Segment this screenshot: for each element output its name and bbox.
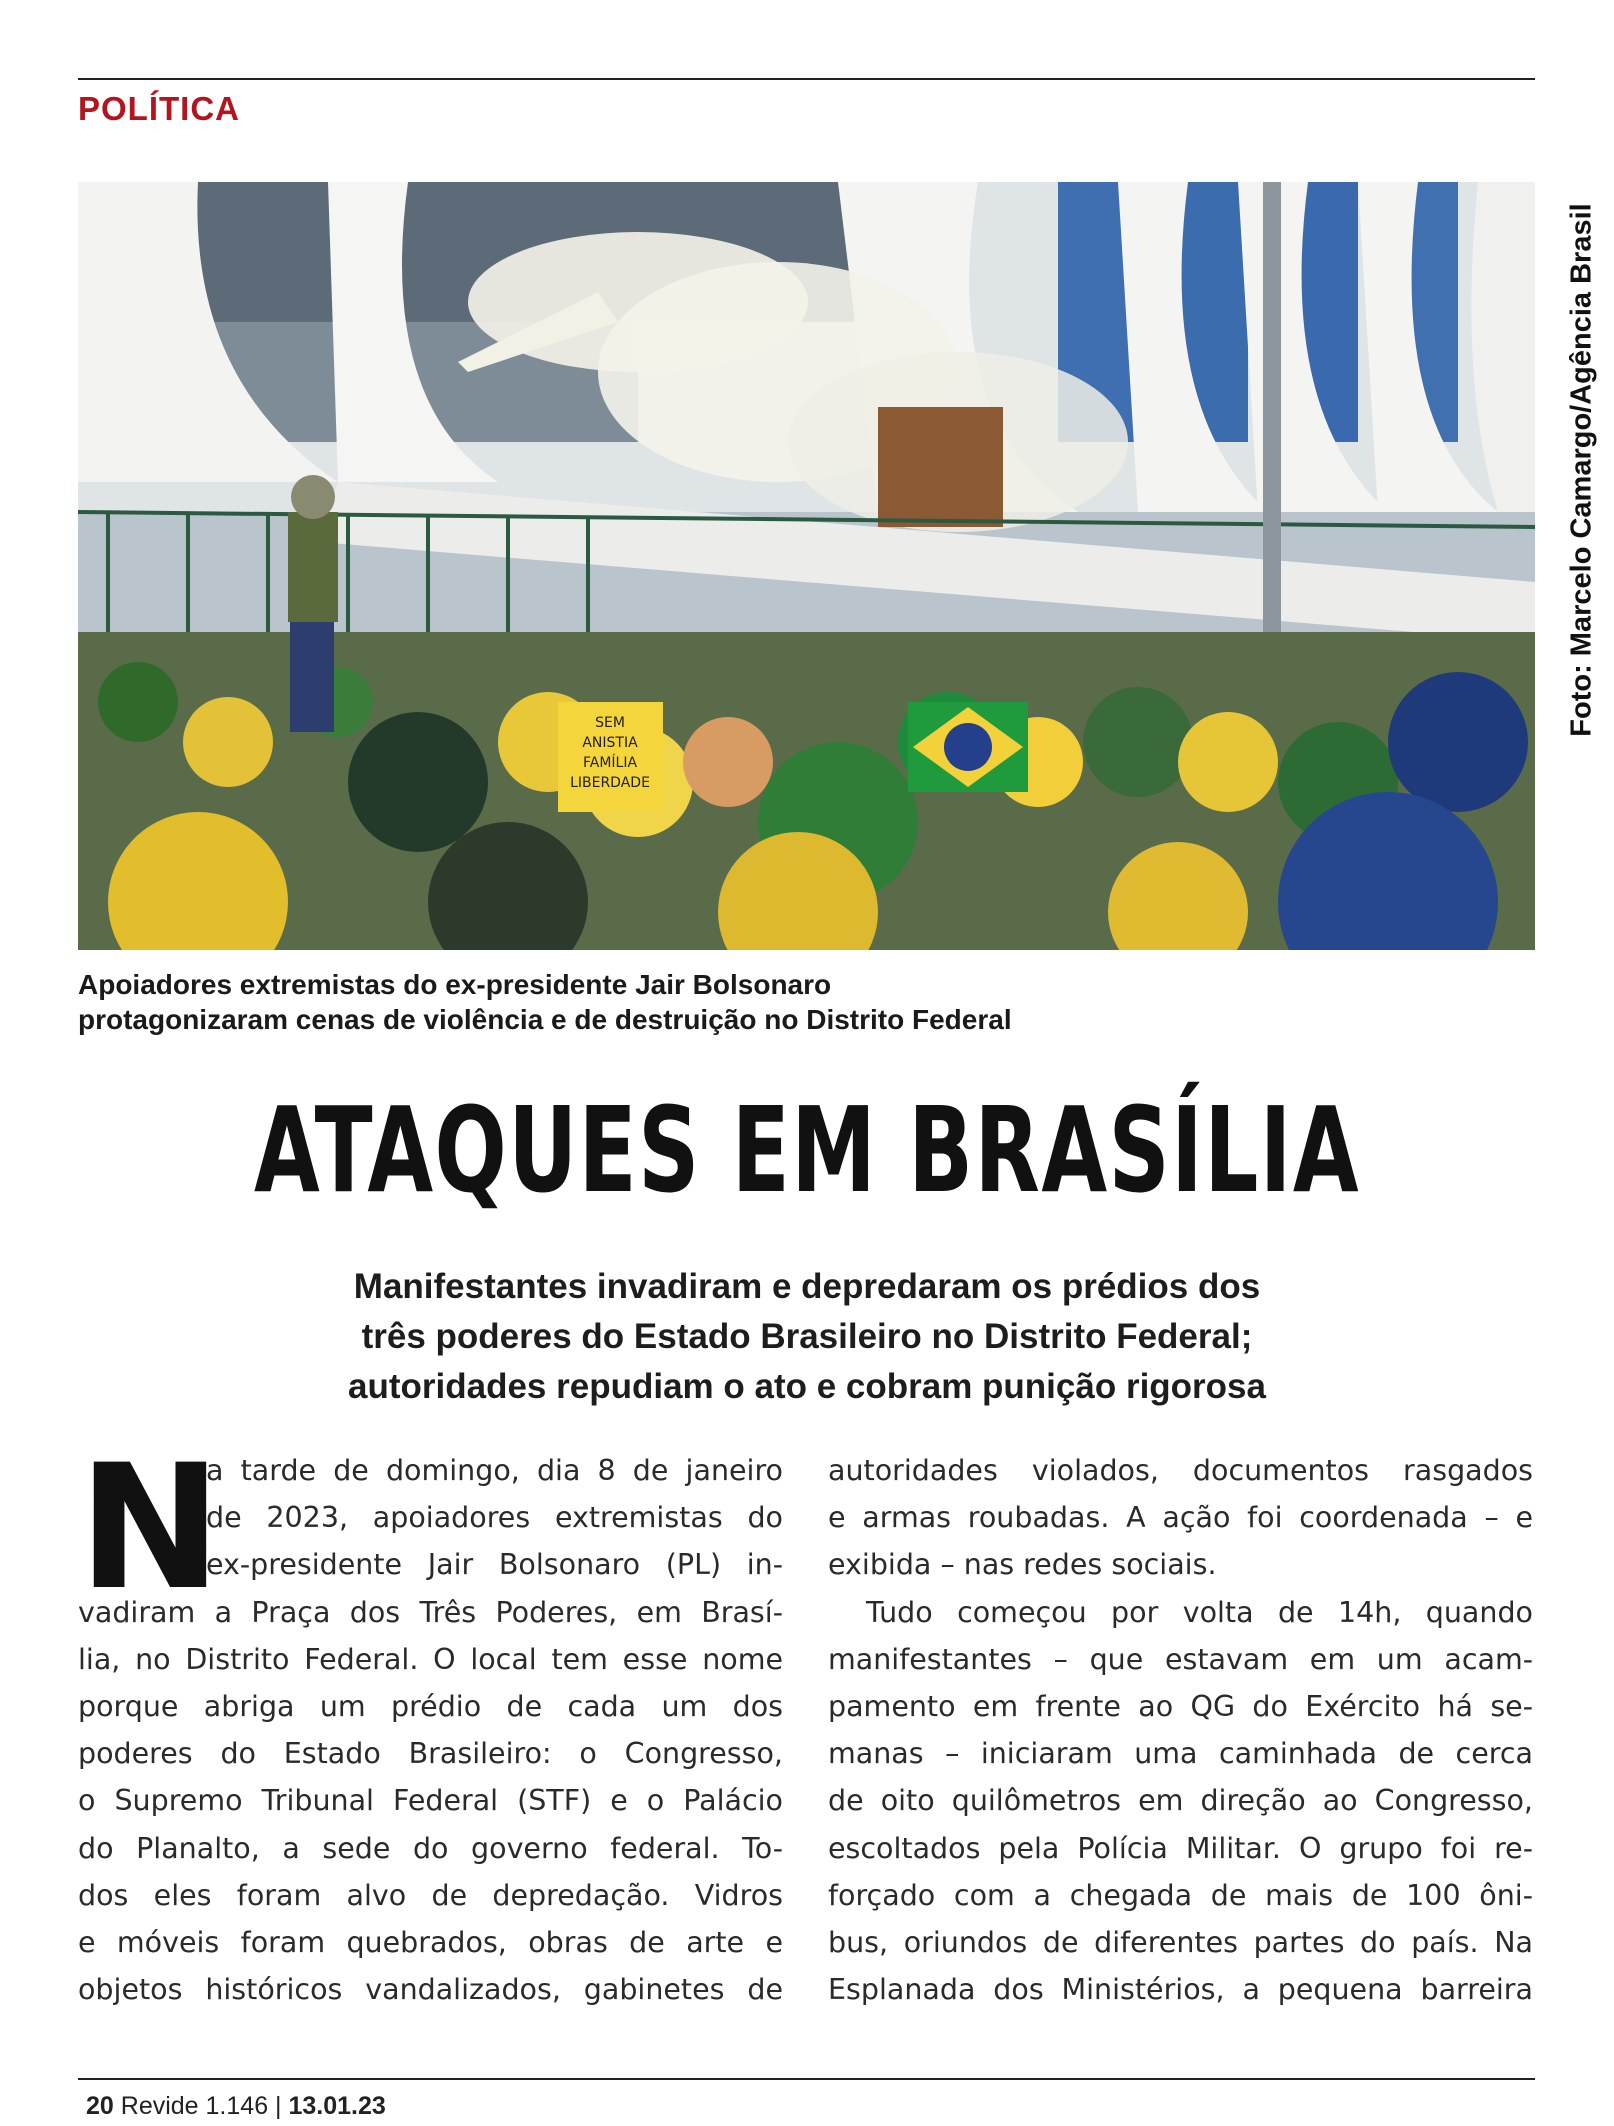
text-line: Esplanada dos Ministérios, a pequena barreira [828, 1973, 1533, 2007]
text-line: lia, no Distrito Federal. O local tem esse nome [78, 1642, 783, 1676]
issue-date: 13.01.23 [288, 2092, 386, 2120]
text-line: porque abriga um prédio de cada um dos [78, 1689, 783, 1723]
protest-photo [78, 182, 1535, 950]
text-line: ex-presidente Jair Bolsonaro (PL) in- [206, 1548, 783, 1582]
photo-credit: Foto: Marcelo Camargo/Agência Brasil [1565, 203, 1598, 737]
text-line: manifestantes – que estavam em um acam- [828, 1642, 1533, 1676]
article-column-2 [828, 1447, 1533, 2013]
text-line: pamento em frente ao QG do Exército há se- [828, 1689, 1533, 1723]
text-line: Tudo começou por volta de 14h, quando [866, 1595, 1533, 1629]
sign-line-2: ANISTIA [582, 735, 638, 751]
text-line: e armas roubadas. A ação foi coordenada – e [828, 1501, 1533, 1535]
text-line: escoltados pela Polícia Militar. O grupo foi re- [828, 1831, 1533, 1865]
lead-photo [78, 182, 1535, 950]
text-line: autoridades violados, documentos rasgados [828, 1454, 1533, 1487]
text-line: dos eles foram alvo de depredação. Vidros [78, 1878, 783, 1912]
text-line: a tarde de domingo, dia 8 de janeiro [206, 1454, 783, 1487]
text-line: de oito quilômetros em direção ao Congresso, [828, 1784, 1533, 1818]
subtitle-line: três poderes do Estado Brasileiro no Distrito Federal; [361, 1317, 1253, 1356]
sign-line-3: FAMÍLIA [582, 755, 638, 771]
subtitle-line: autoridades repudiam o ato e cobram punição rigorosa [348, 1367, 1266, 1406]
text-line: e móveis foram quebrados, obras de arte e [78, 1925, 783, 1959]
text-line: objetos históricos vandalizados, gabinetes de [78, 1973, 783, 2007]
footer-separator: | [275, 2092, 282, 2120]
text-line: de 2023, apoiadores extremistas do [206, 1501, 783, 1535]
text-line: bus, oriundos de diferentes partes do país. Na [828, 1925, 1533, 1959]
sign-line-1: SEM [595, 715, 625, 731]
drop-cap: N [78, 1427, 222, 1628]
caption-line: protagonizaram cenas de violência e de destruição no Distrito Federal [78, 1004, 1012, 1035]
magazine-issue: Revide 1.146 [120, 2092, 269, 2120]
headline: ATAQUES EM BRASÍLIA [253, 1081, 1361, 1219]
page-number: 20 [86, 2092, 114, 2120]
text-line: vadiram a Praça dos Três Poderes, em Brasí- [78, 1595, 783, 1629]
text-line: manas – iniciaram uma caminhada de cerca [828, 1737, 1533, 1771]
sign-line-4: LIBERDADE [570, 775, 650, 791]
subtitle [0, 1262, 1614, 1412]
text-line: do Planalto, a sede do governo federal. To- [78, 1831, 783, 1865]
top-rule [78, 78, 1535, 80]
page-footer [86, 2092, 386, 2121]
bottom-rule [78, 2078, 1535, 2080]
photo-caption [78, 967, 1178, 1037]
text-line: o Supremo Tribunal Federal (STF) e o Palácio [78, 1784, 783, 1818]
caption-line: Apoiadores extremistas do ex-presidente Jair Bolsonaro [78, 969, 832, 1000]
text-line: poderes do Estado Brasileiro: o Congresso, [78, 1737, 783, 1771]
subtitle-line: Manifestantes invadiram e depredaram os prédios dos [353, 1267, 1261, 1306]
text-line: exibida – nas redes sociais. [828, 1548, 1217, 1582]
text-line: forçado com a chegada de mais de 100 ôni- [828, 1878, 1533, 1912]
section-label: POLÍTICA [78, 90, 240, 127]
article-column-1 [78, 1427, 783, 2013]
